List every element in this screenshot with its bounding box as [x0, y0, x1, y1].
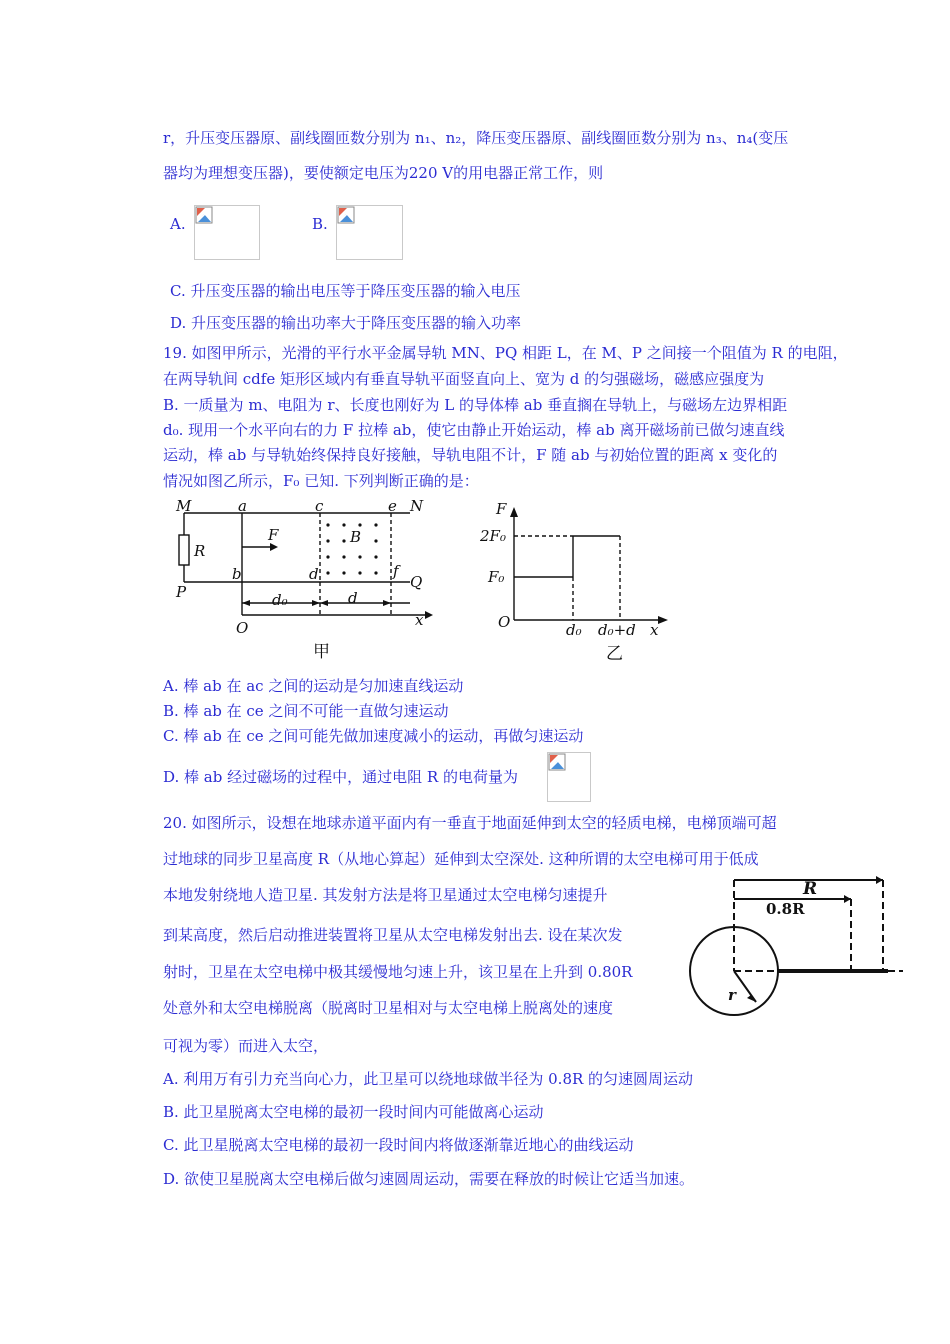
q19-option-b: B. 棒 ab 在 ce 之间不可能一直做匀速运动: [163, 702, 449, 720]
tick-d0: d₀: [566, 621, 582, 639]
q18-stem-line2: 器均为理想变压器)，要使额定电压为220 V的用电器正常工作，则: [163, 164, 604, 182]
label-O: O: [236, 619, 249, 637]
q19-option-d-image-placeholder: [547, 752, 591, 802]
q19-stem-line4: d₀. 现用一个水平向右的力 F 拉棒 ab，使它由静止开始运动，棒 ab 离开磁场前已做匀速直线: [163, 421, 785, 439]
label-c: c: [315, 497, 324, 515]
q20-stem-line1: 20. 如图所示，设想在地球赤道平面内有一垂直于地面延伸到太空的轻质电梯，电梯顶端可超: [163, 814, 777, 832]
q20-stem-line7: 可视为零）而进入太空，: [163, 1037, 329, 1055]
q18-option-d: D. 升压变压器的输出功率大于降压变压器的输入功率: [170, 314, 522, 332]
label-F: F: [268, 526, 279, 544]
label-d: d: [348, 589, 358, 607]
q20-stem-line3: 本地发射绕地人造卫星. 其发射方法是将卫星通过太空电梯匀速提升: [163, 886, 608, 904]
q19-stem-line5: 运动，棒 ab 与导轨始终保持良好接触，导轨电阻不计，F 随 ab 与初始位置的距离 x 变化的: [163, 446, 778, 464]
label-Q: Q: [410, 573, 423, 591]
q20-stem-line4: 到某高度，然后启动推进装置将卫星从太空电梯发射出去. 设在某次发: [163, 926, 623, 944]
label-d0: d₀: [272, 591, 288, 609]
q19-figure-yi: [478, 495, 678, 667]
label-N: N: [410, 497, 424, 515]
caption-yi: 乙: [606, 644, 623, 664]
broken-image-icon: [548, 753, 566, 771]
label-b: b: [232, 565, 242, 583]
q20-stem-line2: 过地球的同步卫星高度 R（从地心算起）延伸到太空深处. 这种所谓的太空电梯可用于低成: [163, 850, 759, 868]
q20-option-d: D. 欲使卫星脱离太空电梯后做匀速圆周运动，需要在释放的时候让它适当加速。: [163, 1170, 695, 1188]
q18-option-a-label: A.: [170, 215, 186, 233]
q18-option-b-label: B.: [312, 215, 328, 233]
label-R: R: [803, 879, 818, 899]
q20-option-c: C. 此卫星脱离太空电梯的最初一段时间内将做逐渐靠近地心的曲线运动: [163, 1136, 634, 1154]
label-x: x: [415, 611, 424, 629]
caption-jia: 甲: [313, 642, 330, 662]
label-r: r: [728, 986, 736, 1004]
q20-stem-line6: 处意外和太空电梯脱离（脱离时卫星相对与太空电梯上脱离处的速度: [163, 999, 614, 1017]
label-0.8R: 0.8R: [766, 900, 805, 918]
label-e: e: [388, 497, 397, 515]
tick-d0-plus-d: d₀+d: [598, 621, 636, 639]
q19-figure-jia: [170, 495, 440, 665]
axis-label-x: x: [650, 621, 659, 639]
q19-stem-line6: 情况如图乙所示，F₀ 已知. 下列判断正确的是：: [163, 472, 479, 490]
q19-option-d: D. 棒 ab 经过磁场的过程中，通过电阻 R 的电荷量为: [163, 768, 518, 786]
q18-option-a-image-placeholder: [194, 205, 260, 260]
label-f: f: [393, 562, 399, 580]
q18-option-b-image-placeholder: [336, 205, 403, 260]
broken-image-icon: [195, 206, 213, 224]
label-P: P: [176, 583, 187, 601]
tick-2F0: 2F₀: [480, 527, 506, 545]
origin-O: O: [498, 613, 511, 631]
q18-stem-line1: r，升压变压器原、副线圈匝数分别为 n₁、n₂，降压变压器原、副线圈匝数分别为 n₃、n₄(变压: [163, 129, 789, 147]
q19-stem-line1: 19. 如图甲所示，光滑的平行水平金属导轨 MN、PQ 相距 L，在 M、P 之间接一个阻值为 R 的电阻，: [163, 344, 848, 362]
q19-stem-line3: B. 一质量为 m、电阻为 r、长度也刚好为 L 的导体棒 ab 垂直搁在导轨上，与磁场左边界相距: [163, 396, 788, 414]
label-R: R: [194, 542, 206, 560]
q20-option-b: B. 此卫星脱离太空电梯的最初一段时间内可能做离心运动: [163, 1103, 544, 1121]
q20-space-elevator-figure: [688, 872, 913, 1024]
q20-option-a: A. 利用万有引力充当向心力，此卫星可以绕地球做半径为 0.8R 的匀速圆周运动: [163, 1070, 694, 1088]
q20-stem-line5: 射时，卫星在太空电梯中极其缓慢地匀速上升，该卫星在上升到 0.80R: [163, 963, 633, 981]
broken-image-icon: [337, 206, 355, 224]
label-a: a: [238, 497, 247, 515]
tick-F0: F₀: [488, 568, 505, 586]
label-d-point: d: [309, 565, 319, 583]
label-M: M: [176, 497, 192, 515]
axis-label-F: F: [496, 500, 507, 518]
label-B: B: [350, 528, 362, 546]
q19-stem-line2: 在两导轨间 cdfe 矩形区域内有垂直导轨平面竖直向上、宽为 d 的匀强磁场，磁感应强度为: [163, 370, 765, 388]
q18-option-c: C. 升压变压器的输出电压等于降压变压器的输入电压: [170, 282, 521, 300]
q19-option-c: C. 棒 ab 在 ce 之间可能先做加速度减小的运动，再做匀速运动: [163, 727, 584, 745]
q19-option-a: A. 棒 ab 在 ac 之间的运动是匀加速直线运动: [163, 677, 464, 695]
